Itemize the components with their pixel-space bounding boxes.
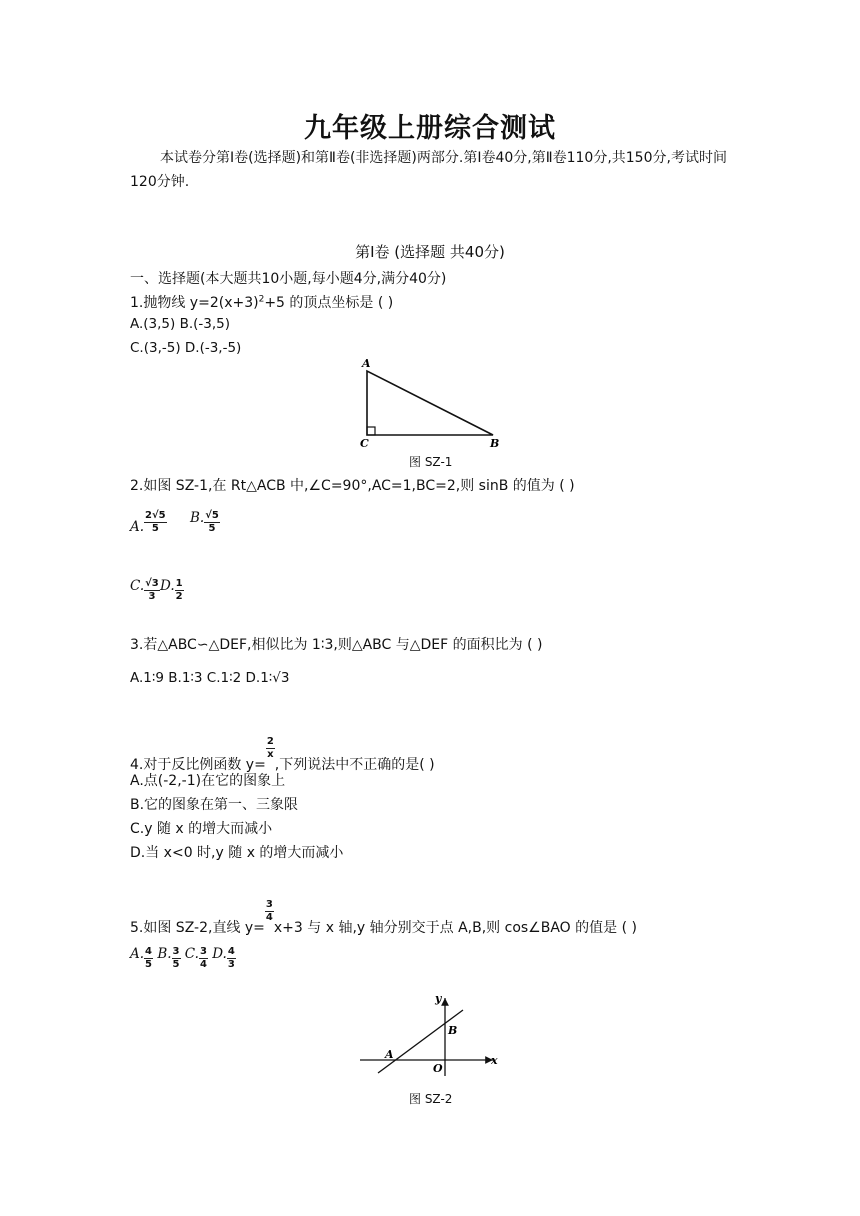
question-2-option-d: D. $\frac{1}{2}$ [160, 578, 183, 602]
question-4-option-d: D.当 x<0 时,y 随 x 的增大而减小 [130, 845, 344, 861]
question-4-option-a: A.点(-2,-1)在它的图象上 [130, 773, 286, 789]
point-label-a: A [385, 1048, 394, 1061]
part-heading: 一、选择题(本大题共10小题,每小题4分,满分40分) [130, 271, 447, 287]
question-2-option-c: C. $\frac{√3}{3}$ [130, 578, 159, 602]
question-2-option-b: B. $\frac{√5}{5}$ [190, 510, 219, 534]
figure-sz-2-graph [355, 990, 505, 1080]
question-1-options-row-2: C.(3,-5) D.(-3,-5) [130, 340, 242, 356]
exam-instructions: 本试卷分第Ⅰ卷(选择题)和第Ⅱ卷(非选择题)两部分.第Ⅰ卷40分,第Ⅱ卷110分,共150分,考试时间120分钟. [130, 150, 727, 190]
vertex-label-b: B [490, 437, 500, 450]
question-1-stem: 1.抛物线 $y=2(x+3)^2+5$ 的顶点坐标是 ( ) [130, 294, 394, 311]
page-title: 九年级上册综合测试 [304, 113, 556, 144]
question-4-option-b: B.它的图象在第一、三象限 [130, 797, 299, 813]
question-5-stem: 5.如图 SZ-2,直线 y= $\frac{3}{4}$ x+3 与 x 轴,y 轴分别交于点 A,B,则 cos∠BAO 的值是 ( ) [130, 899, 637, 936]
question-2-stem: 2.如图 SZ-1,在 Rt△ACB 中,∠C=90°,AC=1,BC=2,则 sinB 的值为 ( ) [130, 478, 575, 494]
vertex-label-a: A [362, 357, 371, 370]
axis-label-y: y [435, 992, 442, 1005]
figure-sz-1-caption: 图 SZ-1 [409, 455, 453, 469]
question-5-options: A. $\frac{4}{5}$ B. $\frac{3}{5}$ C. $\frac{3}{4}$ D. $\frac{4}{3}$ [130, 946, 235, 970]
figure-sz-2-caption: 图 SZ-2 [409, 1092, 453, 1106]
figure-sz-1-triangle [355, 355, 505, 450]
question-2-option-a: A. $\frac{2√5}{5}$ [130, 510, 166, 535]
question-3-stem: 3.若△ABC∽△DEF,相似比为 1∶3,则△ABC 与△DEF 的面积比为 ( ) [130, 637, 543, 653]
question-1-options-row-1: A.(3,5) B.(-3,5) [130, 316, 231, 332]
origin-label-o: O [433, 1062, 443, 1075]
question-3-options: A.1∶9 B.1∶3 C.1∶2 D.1∶√3 [130, 670, 290, 686]
axis-label-x: x [491, 1054, 498, 1067]
vertex-label-c: C [360, 437, 369, 450]
point-label-b: B [448, 1024, 458, 1037]
section-title: 第Ⅰ卷 (选择题 共40分) [355, 243, 505, 261]
question-4-stem: 4.对于反比例函数 y= $\frac{2}{x}$ ,下列说法中不正确的是( ) [130, 736, 435, 773]
question-4-option-c: C.y 随 x 的增大而减小 [130, 821, 273, 837]
